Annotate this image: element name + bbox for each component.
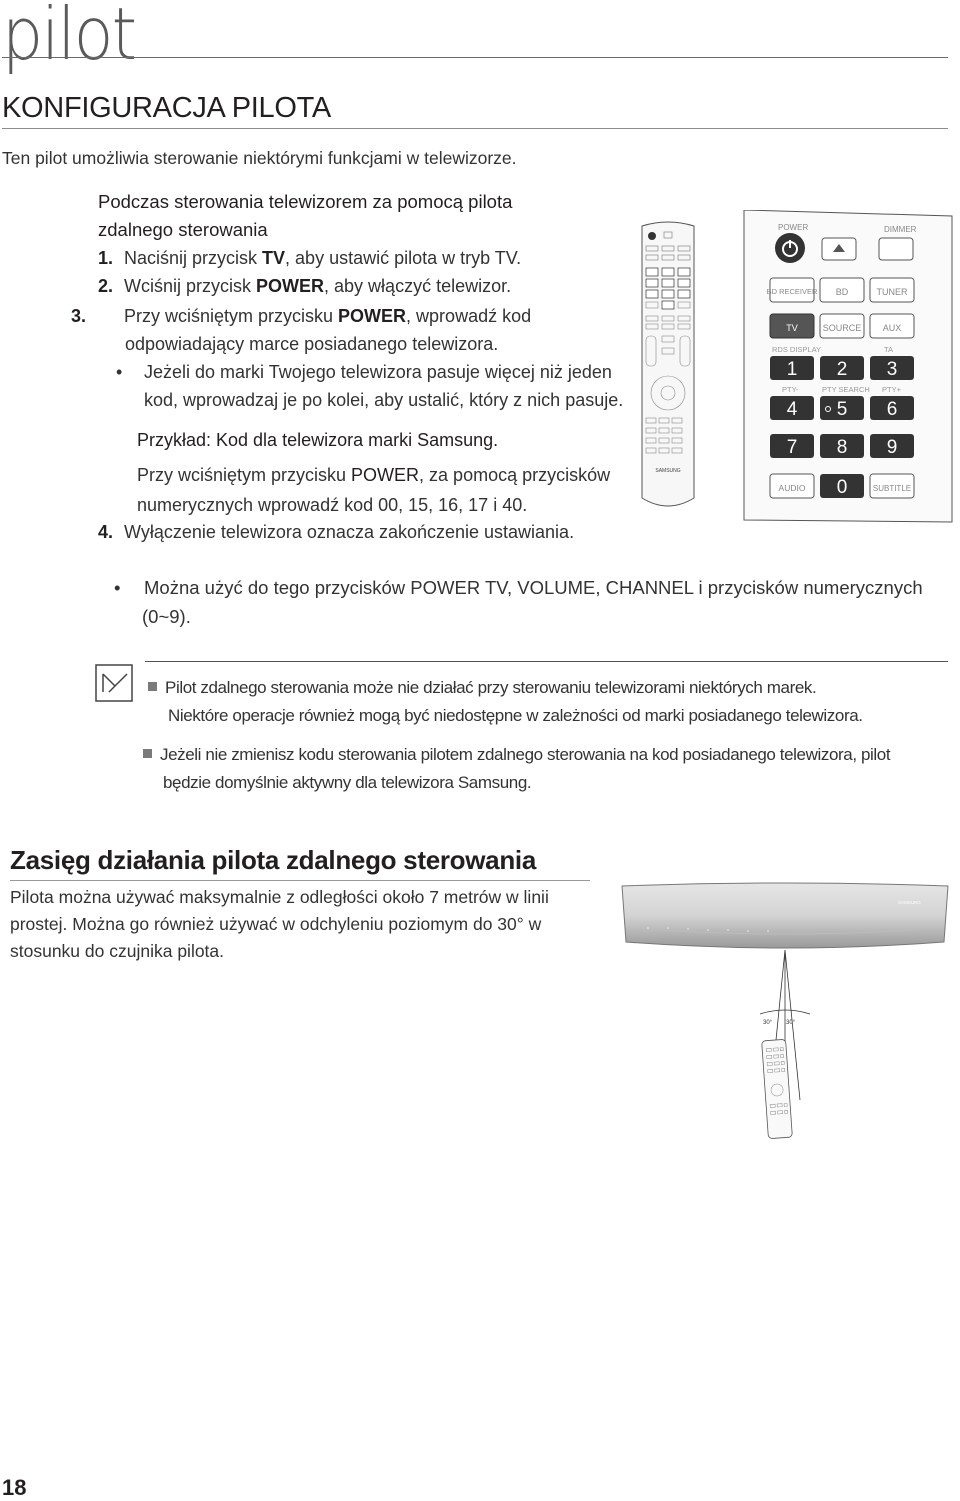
digit-9: 9 (886, 437, 898, 458)
step-key: POWER (256, 276, 325, 296)
usage-bullet (114, 573, 960, 631)
label-rds-display: RDS DISPLAY (772, 345, 822, 354)
label-dimmer: DIMMER (884, 225, 917, 234)
bullet-dot: • (116, 362, 123, 382)
note-text: Niektóre operacje również mogą być niedostępne w zależności od marki posiadanego telewizora. (168, 706, 863, 725)
step-text: Przy wciśniętym przycisku (124, 306, 339, 326)
digit-8: 8 (836, 437, 848, 458)
button-tuner: TUNER (876, 287, 908, 297)
note-bullet (143, 749, 152, 758)
label-pty-minus: PTY- (782, 385, 799, 394)
intro-text: Ten pilot umożliwia sterowanie niektórymi funkcjami w telewizorze. (2, 148, 517, 168)
step-1 (98, 244, 618, 272)
device-brand: SAMSUNG (898, 900, 921, 905)
remote-closeup (738, 210, 958, 525)
section-rule (2, 128, 948, 129)
step-4 (98, 518, 574, 546)
note-item-1 (148, 674, 938, 730)
example-title: Przykład: Kod dla telewizora marki Samsung. (137, 430, 499, 450)
button-tv: TV (786, 323, 798, 333)
digit-0: 0 (836, 477, 848, 498)
step-text: , aby ustawić pilota w tryb TV. (285, 248, 522, 268)
step-number: 2. (98, 276, 114, 296)
range-title: Zasięg działania pilota zdalnego sterowania (10, 845, 537, 875)
step-text: Wciśnij przycisk (124, 276, 257, 296)
angle-right-label: 30° (786, 1020, 796, 1026)
button-bd-receiver: BD RECEIVER (766, 287, 818, 296)
bullet-dot: • (114, 577, 121, 598)
range-illustration (618, 880, 952, 1140)
digit-5: 5 (836, 399, 848, 420)
step-key: TV (262, 248, 286, 268)
range-title-rule (10, 880, 590, 881)
step-2 (98, 272, 618, 300)
note-item-2 (143, 741, 933, 797)
step-text: , wprowadź kod odpowiadający marce posiadanego telewizora. (125, 306, 532, 354)
note-rule (145, 661, 948, 662)
step-3 (71, 302, 595, 358)
example-text-part: Przy wciśniętym przycisku (137, 465, 352, 485)
chapter-title: pilot (2, 0, 136, 76)
example-text (137, 460, 617, 520)
digit-7: 7 (786, 437, 798, 458)
step-text: Wyłączenie telewizora oznacza zakończenie ustawiania. (124, 522, 575, 542)
digit-4: 4 (786, 399, 798, 420)
note-text: będzie domyślnie aktywny dla telewizora Samsung. (163, 773, 532, 792)
note-bullet (148, 682, 157, 691)
digit-2: 2 (836, 359, 848, 380)
digit-1: 1 (786, 359, 798, 380)
label-pty-search: PTY SEARCH (822, 385, 870, 394)
remote-brand-label: SAMSUNG (655, 468, 681, 474)
step-key: POWER (338, 306, 407, 326)
remote-illustration-small (636, 218, 700, 518)
digit-3: 3 (886, 359, 898, 380)
step-number: 3. (71, 306, 87, 326)
example-text-part: , za pomocą przycisków numerycznych wprowadź kod 00, 15, 16, 17 i 40. (137, 465, 611, 515)
section-title: KONFIGURACJA PILOTA (2, 92, 331, 124)
chapter-rule (2, 57, 948, 58)
button-source: SOURCE (822, 323, 862, 333)
button-bd: BD (835, 287, 849, 297)
button-subtitle: SUBTITLE (872, 484, 912, 493)
step-number: 4. (98, 522, 114, 542)
step-3-bullet (116, 358, 634, 414)
page-number: 18 (2, 1475, 27, 1500)
button-aux: AUX (882, 323, 902, 333)
label-ta: TA (884, 345, 894, 354)
bullet-text: Można użyć do tego przycisków POWER TV, VOLUME, CHANNEL i przycisków numerycznych (0~9). (142, 577, 923, 627)
digit-6: 6 (886, 399, 898, 420)
sub-heading-line-2: zdalnego sterowania (98, 219, 268, 240)
range-text: Pilota można używać maksymalnie z odległości około 7 metrów w linii prostej. Można go również używać w odchyleniu poziomym do 30° w stosunku do czujnika pilota. (10, 887, 549, 961)
button-audio: AUDIO (778, 483, 806, 493)
step-text: , aby włączyć telewizor. (324, 276, 512, 296)
note-text: Pilot zdalnego sterowania może nie działać przy sterowaniu telewizorami niektórych marek. (165, 678, 817, 697)
sub-heading (98, 188, 568, 244)
step-text: Naciśnij przycisk (124, 248, 263, 268)
step-number: 1. (98, 248, 114, 268)
label-power: POWER (778, 223, 809, 232)
angle-left-label: 30° (763, 1020, 773, 1026)
sub-heading-line-1: Podczas sterowania telewizorem za pomocą pilota (98, 191, 513, 212)
example-key: POWER (351, 465, 420, 485)
note-icon (95, 664, 133, 702)
label-pty-plus: PTY+ (882, 385, 901, 394)
note-text: Jeżeli nie zmienisz kodu sterowania pilotem zdalnego sterowania na kod posiadanego telewizora, pilot (160, 745, 891, 764)
bullet-text: Jeżeli do marki Twojego telewizora pasuje więcej niż jeden kod, wprowadzaj je po kolei, aby ustalić, który z nich pasuje. (144, 362, 624, 410)
